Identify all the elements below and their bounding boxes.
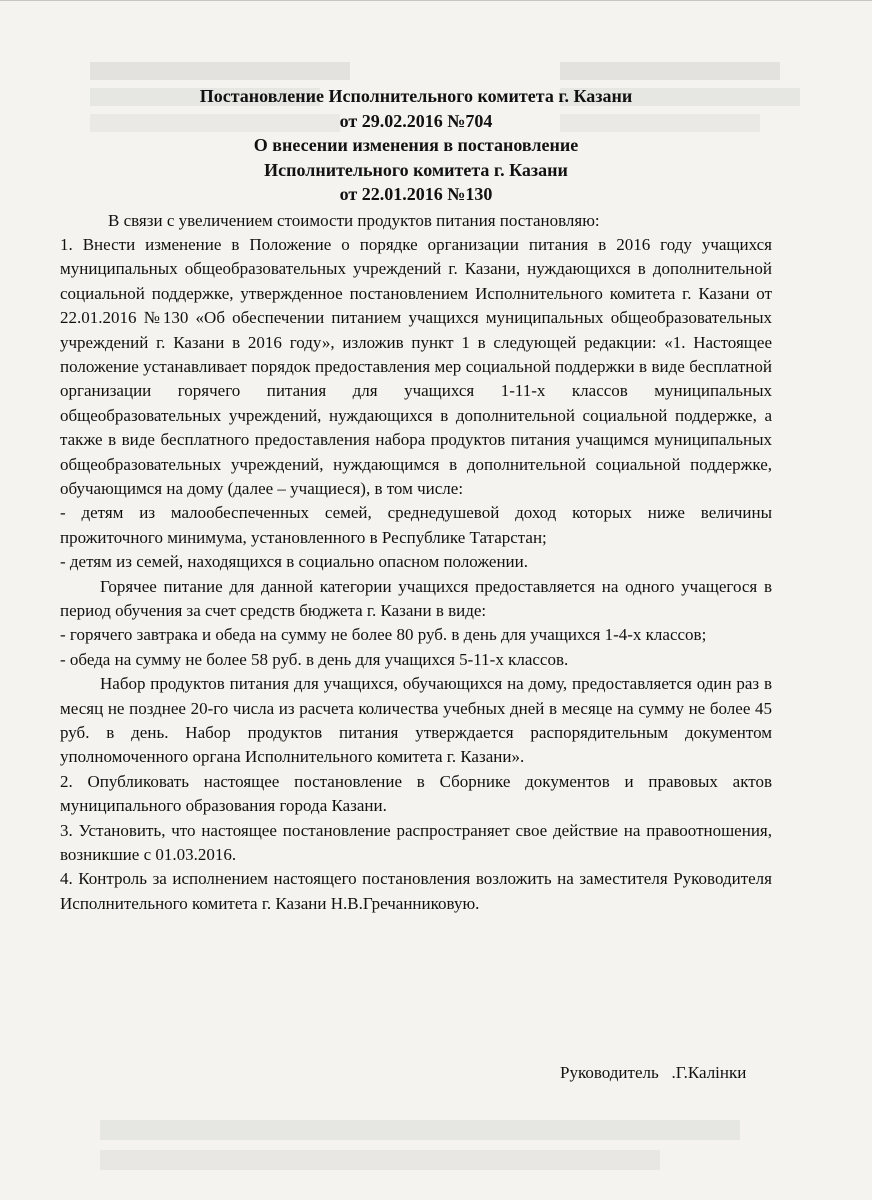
- signature-line: Руководитель .Г.Калiнки: [560, 1063, 747, 1082]
- bullet-dangerous-situation: - детям из семей, находящихся в социально опасном положении.: [60, 552, 528, 572]
- item-3-paragraph: 3. Установить, что настоящее постановление распространяет свое действие на правоотношения, возникшие с 01.03.2016.: [60, 820, 772, 865]
- title-line: О внесении изменения в постановление: [253, 135, 579, 155]
- document-content: [60, 84, 772, 916]
- bullet-low-income: - детям из малообеспеченных семей, среднедушевой доход которых ниже величины прожиточного минимума, установленного в Республике Татарстан;: [60, 503, 772, 547]
- item-1-paragraph: 1. Внести изменение в Положение о порядке организации питания в 2016 году учащихся муниципальных общеобразовательных учреждений г. Казани, нуждающихся в дополнительной социальной поддержке, утвержденное постановлением Исполнительного комитета г. Казани от 22.01.2016 №130 «Об обеспечении питанием учащихся муниципальных общеобразовательных учреждений г. Казани в 2016 году», изложив пункт 1 в следующей редакции: «1. Настоящее положение устанавливает порядок предоставления мер социальной поддержки в виде бесплатной организации горячего питания для учащихся 1-11-х классов муниципальных общеобразовательных учреждений, нуждающихся в дополнительной социальной поддержке, а также в виде бесплатного предоставления набора продуктов питания учащимся муниципальных общеобразовательных учреждений, нуждающимся в дополнительной социальной поддержке, обучающимся на дому (далее – учащиеся), в том числе:: [60, 234, 772, 498]
- title-line: Исполнительного комитета г. Казани: [264, 159, 568, 180]
- item-2-paragraph: 2. Опубликовать настоящее постановление в Сборнике документов и правовых актов муниципального образования города Казани.: [60, 771, 772, 816]
- title-line: от 29.02.2016 №704: [339, 110, 493, 131]
- scan-edge: [0, 0, 872, 1]
- document-title: [60, 84, 772, 207]
- bleed-through-bottom: [100, 1120, 780, 1170]
- bullet-lunch: - обеда на сумму не более 58 руб. в день для учащихся 5-11-х классов.: [60, 649, 569, 669]
- intro-paragraph: В связи с увеличением стоимости продуктов питания постановляю:: [108, 210, 600, 230]
- title-line: от 22.01.2016 №130: [339, 184, 493, 204]
- home-set-paragraph: Набор продуктов питания для учащихся, обучающихся на дому, предоставляется один раз в месяц не позднее 20-го числа из расчета количества учебных дней в месяце на сумму не более 45 руб. в день. Набор продуктов питания утверждается распорядительным документом уполномоченного органа Исполнительного комитета г. Казани».: [60, 674, 772, 767]
- hot-meals-paragraph: Горячее питание для данной категории учащихся предоставляется на одного учащегося в период обучения за счет средств бюджета г. Казани в виде:: [60, 576, 772, 620]
- bullet-breakfast-lunch: - горячего завтрака и обеда на сумму не более 80 руб. в день для учащихся 1-4-х классов;: [60, 625, 707, 645]
- document-body: [60, 209, 772, 917]
- title-line: Постановление Исполнительного комитета г. Казани: [199, 86, 633, 106]
- item-4-paragraph: 4. Контроль за исполнением настоящего постановления возложить на заместителя Руководителя Исполнительного комитета г. Казани Н.В.Гречанниковую.: [60, 869, 772, 913]
